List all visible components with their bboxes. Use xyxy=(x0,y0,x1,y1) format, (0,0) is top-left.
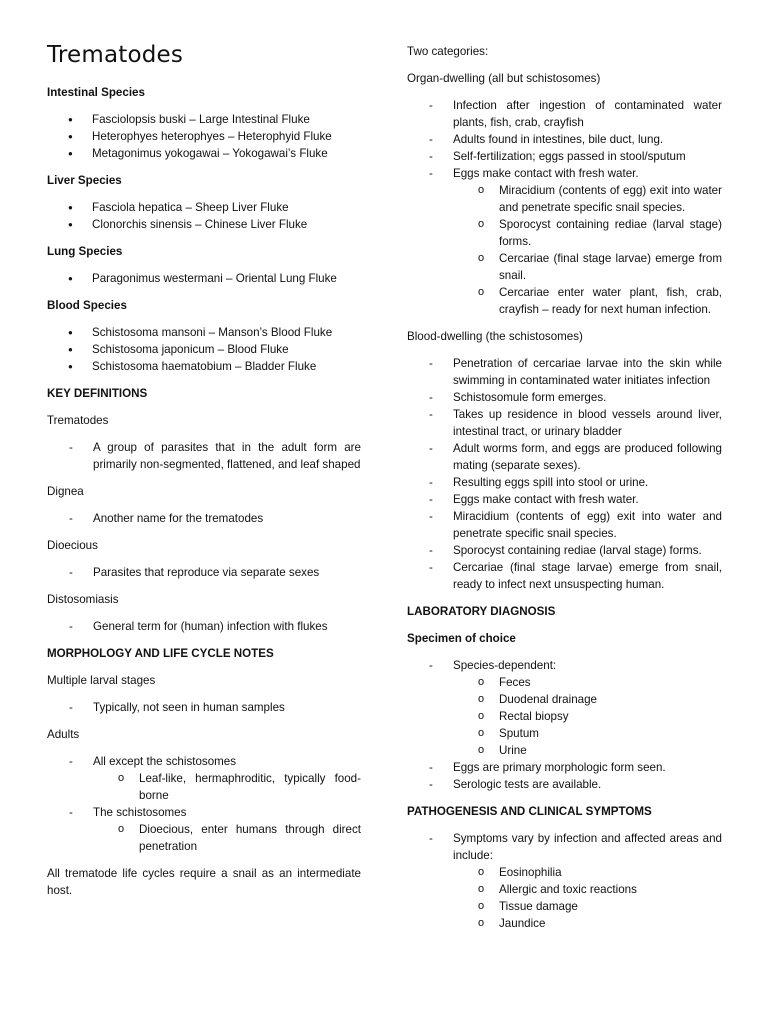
sub-item: o Sputum xyxy=(453,725,722,742)
list-item-text: The schistosomes xyxy=(93,806,187,819)
list-item: - Cercariae (final stage larvae) emerge from snail, ready to infect next unsuspecting human. xyxy=(407,559,722,593)
list-item: - Schistosomule form emerges. xyxy=(407,389,722,406)
list-item: - Adult worms form, and eggs are produced following mating (separate sexes). xyxy=(407,440,722,474)
sub-list xyxy=(93,770,361,804)
sub-item: o Rectal biopsy xyxy=(453,708,722,725)
symptoms-list xyxy=(407,830,722,932)
list-item: ● Schistosoma mansoni – Manson’s Blood Fluke xyxy=(47,324,361,341)
list-item xyxy=(407,830,722,932)
list-item xyxy=(47,753,361,804)
blood-heading: Blood Species xyxy=(47,299,127,312)
term-label: Dioecious xyxy=(47,539,98,552)
list-item: ● Metagonimus yokogawai – Yokogawai’s Fluke xyxy=(47,145,361,162)
page-title: Trematodes xyxy=(47,42,184,68)
list-item: - Infection after ingestion of contaminated water plants, fish, crab, crayfish xyxy=(407,97,722,131)
definition-list xyxy=(47,618,361,635)
sub-item: o Sporocyst containing rediae (larval stage) forms. xyxy=(453,216,722,250)
lab-list xyxy=(407,657,722,793)
list-item: - Miracidium (contents of egg) exit into water and penetrate specific snail species. xyxy=(407,508,722,542)
sub-list xyxy=(453,864,722,932)
list-item: ● Fasciola hepatica – Sheep Liver Fluke xyxy=(47,199,361,216)
intestinal-heading: Intestinal Species xyxy=(47,86,145,99)
term-label: Distosomiasis xyxy=(47,593,119,606)
lab-diagnosis-heading: LABORATORY DIAGNOSIS xyxy=(407,605,556,618)
definition-item: - A group of parasites that in the adult form are primarily non-segmented, flattened, and leaf shaped xyxy=(47,439,361,473)
sub-item: o Dioecious, enter humans through direct penetration xyxy=(93,821,361,855)
list-item-text: Species-dependent: xyxy=(453,659,557,672)
morphology-heading: MORPHOLOGY AND LIFE CYCLE NOTES xyxy=(47,647,274,660)
right-column xyxy=(407,43,722,942)
sub-item: o Urine xyxy=(453,742,722,759)
sub-list xyxy=(93,821,361,855)
lung-list xyxy=(47,270,361,287)
list-item: - Self-fertilization; eggs passed in stool/sputum xyxy=(407,148,722,165)
list-item: - Eggs make contact with fresh water. xyxy=(407,491,722,508)
sub-list xyxy=(453,182,722,318)
definition-item: - Parasites that reproduce via separate sexes xyxy=(47,564,361,581)
intestinal-list xyxy=(47,111,361,162)
term-label: Dignea xyxy=(47,485,84,498)
blood-dwelling-label: Blood-dwelling (the schistosomes) xyxy=(407,330,583,343)
list-item: ● Paragonimus westermani – Oriental Lung Fluke xyxy=(47,270,361,287)
definition-item: - Another name for the trematodes xyxy=(47,510,361,527)
list-item xyxy=(407,165,722,318)
list-item: - Typically, not seen in human samples xyxy=(47,699,361,716)
list-item-text: Symptoms vary by infection and affected areas and include: xyxy=(453,832,722,862)
larval-label: Multiple larval stages xyxy=(47,674,156,687)
definition-item: - General term for (human) infection with flukes xyxy=(47,618,361,635)
list-item-text: Eggs make contact with fresh water. xyxy=(453,167,639,180)
sub-item: o Miracidium (contents of egg) exit into water and penetrate specific snail species. xyxy=(453,182,722,216)
sub-item: o Cercariae (final stage larvae) emerge from snail. xyxy=(453,250,722,284)
sub-item: o Tissue damage xyxy=(453,898,722,915)
list-item: - Serologic tests are available. xyxy=(407,776,722,793)
blood-list xyxy=(47,324,361,375)
definition-list xyxy=(47,439,361,473)
list-item: - Penetration of cercariae larvae into the skin while swimming in contaminated water initiates infection xyxy=(407,355,722,389)
list-item: ● Fasciolopsis buski – Large Intestinal Fluke xyxy=(47,111,361,128)
list-item: - Adults found in intestines, bile duct, lung. xyxy=(407,131,722,148)
blood-dwelling-list xyxy=(407,355,722,593)
list-item: ● Schistosoma haematobium – Bladder Fluke xyxy=(47,358,361,375)
specimen-heading: Specimen of choice xyxy=(407,632,516,645)
list-item-text: All except the schistosomes xyxy=(93,755,237,768)
list-item: ● Schistosoma japonicum – Blood Fluke xyxy=(47,341,361,358)
list-item: - Takes up residence in blood vessels around liver, intestinal tract, or urinary bladder xyxy=(407,406,722,440)
key-definitions-heading: KEY DEFINITIONS xyxy=(47,387,148,400)
larval-list xyxy=(47,699,361,716)
term-label: Trematodes xyxy=(47,414,109,427)
pathogenesis-heading: PATHOGENESIS AND CLINICAL SYMPTOMS xyxy=(407,805,652,818)
list-item: ● Clonorchis sinensis – Chinese Liver Fluke xyxy=(47,216,361,233)
sub-item: o Allergic and toxic reactions xyxy=(453,881,722,898)
definition-list xyxy=(47,510,361,527)
organ-dwelling-list xyxy=(407,97,722,318)
sub-item: o Cercariae enter water plant, fish, crab, crayfish – ready for next human infection. xyxy=(453,284,722,318)
list-item: - Sporocyst containing rediae (larval stage) forms. xyxy=(407,542,722,559)
list-item: ● Heterophyes heterophyes – Heterophyid Fluke xyxy=(47,128,361,145)
two-categories-label: Two categories: xyxy=(407,45,489,58)
definition-list xyxy=(47,564,361,581)
sub-item: o Leaf-like, hermaphroditic, typically food-borne xyxy=(93,770,361,804)
list-item: - Eggs are primary morphologic form seen. xyxy=(407,759,722,776)
sub-item: o Duodenal drainage xyxy=(453,691,722,708)
list-item xyxy=(47,804,361,855)
specimen-list xyxy=(453,674,722,759)
list-item: - Resulting eggs spill into stool or urine. xyxy=(407,474,722,491)
liver-heading: Liver Species xyxy=(47,174,122,187)
adults-list xyxy=(47,753,361,855)
closing-paragraph: All trematode life cycles require a snail as an intermediate host. xyxy=(47,867,361,897)
sub-item: o Feces xyxy=(453,674,722,691)
lung-heading: Lung Species xyxy=(47,245,123,258)
organ-dwelling-label: Organ-dwelling (all but schistosomes) xyxy=(407,72,601,85)
list-item xyxy=(407,657,722,759)
liver-list xyxy=(47,199,361,233)
left-column xyxy=(47,0,361,909)
sub-item: o Jaundice xyxy=(453,915,722,932)
adults-label: Adults xyxy=(47,728,80,741)
sub-item: o Eosinophilia xyxy=(453,864,722,881)
